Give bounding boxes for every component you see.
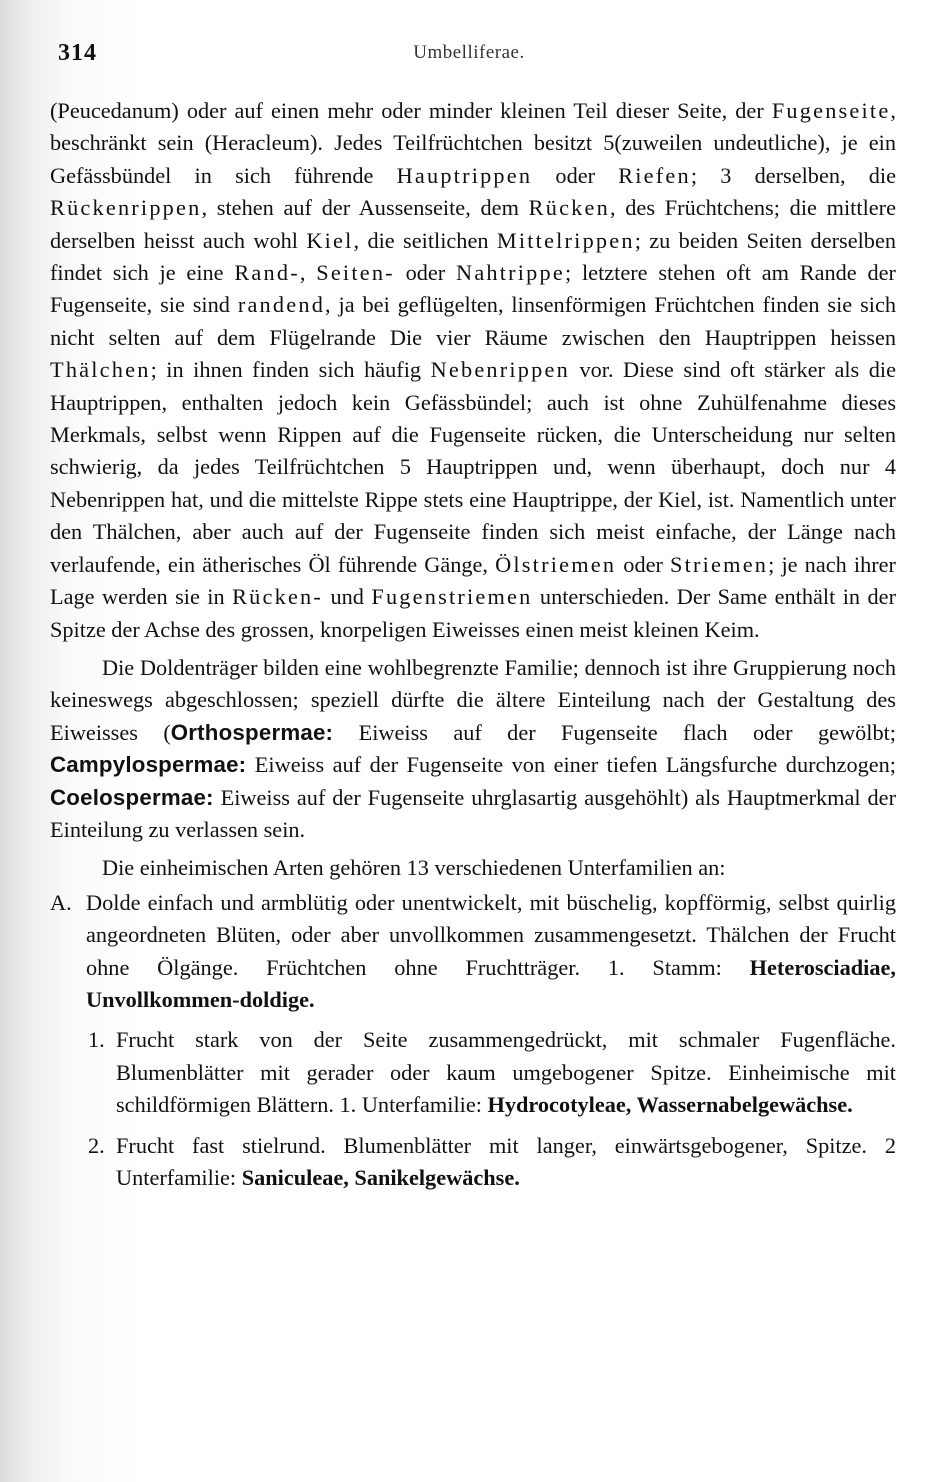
paragraph-subfamilies-intro: Die einheimischen Arten gehören 13 verschiedenen Unterfamilien an: [102, 855, 726, 881]
spaced-term: Striemen [670, 551, 769, 577]
text-run: Frucht stark von der Seite zusammengedrückt, mit schmaler Fugenfläche. Blumenblätter mit gerader oder kaum umgebogener Spitze. Einheimische mit schildförmigen Blättern. 1. Unterfamilie: [116, 1027, 896, 1118]
bold-term: Heterosciadiae, Unvollkommen-doldige. [86, 954, 896, 1012]
bold-term: Orthospermae: [170, 719, 334, 745]
bold-term: Hydrocotyleae, Wassernabelgewächse. [487, 1092, 853, 1118]
text-run: Eiweiss auf der Fugenseite von einer tiefen Längsfurche durchzogen; [246, 752, 896, 778]
body-text [50, 95, 896, 1194]
text-run: Frucht fast stielrund. Blumenblätter mit langer, einwärtsgebogener, Spitze. 2 Unterfamilie: [116, 1132, 896, 1190]
spaced-term: Rücken- [232, 584, 324, 610]
text-run: Dolde einfach und armblütig oder unentwickelt, mit büschelig, kopfförmig, selbst quirlig angeordneten Blüten, oder aber unvollkommen zusammengesetzt. Thälchen der Frucht ohne Ölgänge. Früchtchen ohne Fruchtträger. 1. Stamm: [86, 889, 896, 980]
bold-term: Campylospermae: [50, 752, 247, 778]
text-run: , die seitlichen [353, 227, 497, 253]
spaced-term: Rand- [234, 260, 300, 286]
bold-term: Coelospermae: [50, 784, 214, 810]
page-header [48, 38, 890, 68]
text-run: ; in ihnen finden sich häufig [150, 357, 431, 383]
text-run: ; je nach ihrer Lage werden sie in [50, 551, 896, 610]
text-run: ; letztere stehen oft am Rande der Fugenseite, sie sind [50, 260, 896, 318]
text-run: , stehen auf der Aussenseite, dem [201, 195, 529, 221]
spaced-term: randend [237, 292, 326, 318]
spaced-term: Rückenrippen [50, 195, 202, 221]
text-run: Eiweiss auf der Fugenseite flach oder gewölbt; [333, 719, 896, 745]
text-run: oder [616, 551, 671, 577]
spaced-term: Fugenseite [771, 98, 891, 123]
spaced-term: Seiten- [316, 260, 395, 286]
spaced-term: Kiel [306, 227, 354, 253]
text-run: , ja bei geflügelten, linsenförmigen Früchtchen finden sie sich nicht selten auf dem Flügelrande Die vier Räume zwischen den Hauptrippen heissen [50, 292, 896, 350]
spaced-term: Fugenstriemen [371, 584, 533, 610]
spaced-term: Mittelrippen [496, 227, 635, 253]
paragraph-fruit-ribs [50, 95, 896, 646]
bold-term: Saniculeae, Sanikelgewächse. [241, 1165, 520, 1190]
text-run: , des Früchtchens; die mittlere derselben heisst auch wohl [50, 195, 896, 253]
text-run: (Peucedanum) oder auf einen mehr oder minder kleinen Teil dieser Seite, der [50, 98, 772, 123]
text-run: und [323, 584, 372, 610]
text-run: ; zu beiden Seiten derselben findet sich je eine [50, 227, 896, 286]
list-label: 1. [88, 1027, 105, 1053]
spaced-term: Thälchen [50, 357, 151, 383]
spaced-term: Riefen [618, 162, 691, 188]
text-run: oder [532, 162, 619, 188]
list-item-a [50, 887, 896, 1017]
spaced-term: Nahtrippe [456, 260, 565, 286]
paragraph-classification [50, 652, 896, 846]
text-run: vor. Diese sind oft stärker als die Hauptrippen, enthalten jedoch kein Gefässbündel; auch ist ohne Zuhülfenahme dieses Merkmals, selbst wenn Rippen auf die Fugenseite rücken, die Unterscheidung nur selten schwierig, da jedes Teilfrüchtchen 5 Hauptrippen und, wenn überhaupt, doch nur 4 Nebenrippen hat, und die mittelste Rippe stets eine Hauptrippe, der Kiel, ist. Namentlich unter den Thälchen, aber auch auf der Fugenseite finden sich meist einfache, der Länge nach verlaufende, ein ätherisches Öl führende Gänge, [50, 357, 896, 577]
text-run: Die Doldenträger bilden eine wohlbegrenzte Familie; dennoch ist ihre Gruppierung noch keineswegs abgeschlossen; speziell dürfte die ältere Einteilung nach der Gestaltung des Eiweisses ( [50, 654, 896, 745]
running-title: Umbelliferae. [413, 42, 525, 63]
list-item-1 [50, 1024, 896, 1121]
list-label: 2. [88, 1132, 105, 1158]
text-run: , [299, 260, 317, 286]
spaced-term: Hauptrippen [396, 162, 533, 188]
page-number: 314 [58, 40, 97, 66]
list-item-2 [50, 1130, 896, 1195]
list-label: A. [50, 889, 72, 915]
text-run: oder [394, 260, 457, 286]
text-run: unterschieden. Der Same enthält in der Spitze der Achse des grossen, knorpeligen Eiweisses einen meist kleinen Keim. [50, 584, 896, 642]
spaced-term: Nebenrippen [430, 357, 570, 383]
text-run: ; 3 derselben, die [690, 162, 896, 188]
text-run: , beschränkt sein (Heracleum). Jedes Teilfrüchtchen besitzt 5(zuweilen undeutliche), je ein Gefässbündel in sich führende [50, 98, 896, 188]
spaced-term: Rücken [528, 195, 610, 221]
spaced-term: Ölstriemen [495, 551, 617, 577]
text-run: Eiweiss auf der Fugenseite uhrglasartig ausgehöhlt) als Hauptmerkmal der Einteilung zu verlassen sein. [50, 784, 896, 842]
